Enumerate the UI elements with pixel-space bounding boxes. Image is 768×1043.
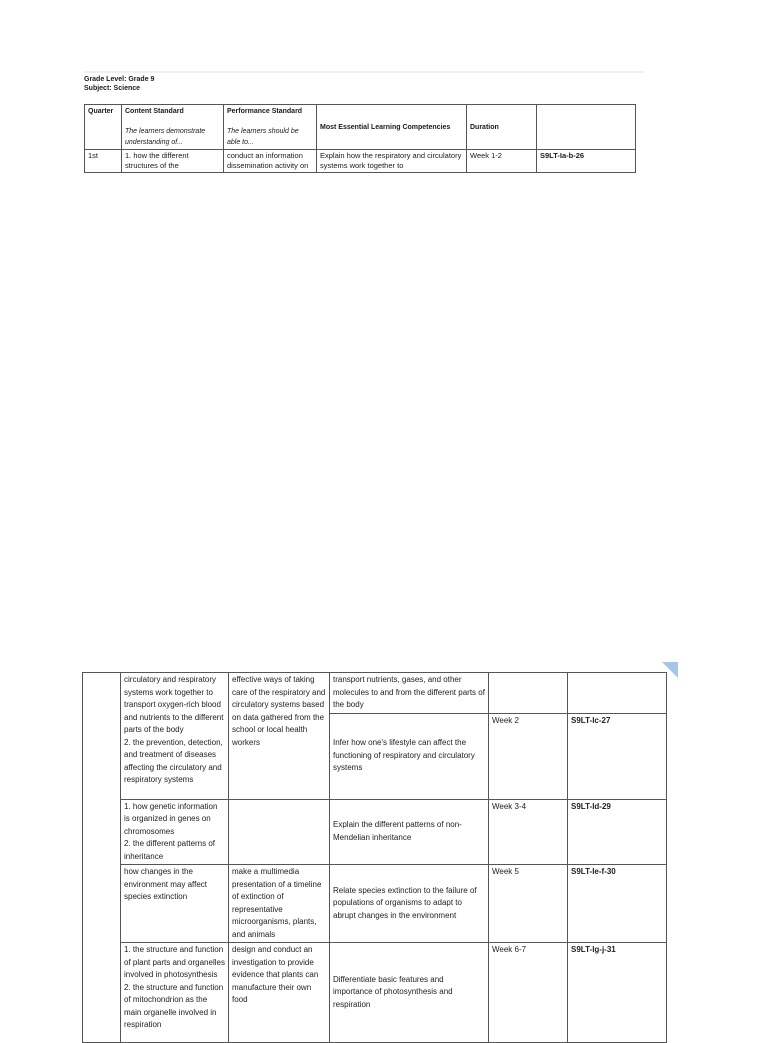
curriculum-table-continued: [82, 672, 667, 1043]
cell-duration: Week 5: [489, 865, 568, 943]
table-row: [83, 865, 667, 943]
curriculum-table-top: [84, 104, 636, 173]
cell-duration: Week 2: [489, 713, 568, 799]
cell-performance: make a multimedia presentation of a timeline of extinction of representative microorganisms, plants, and animals: [229, 865, 330, 943]
cell-code: S9LT-Ig-j-31: [568, 943, 667, 1043]
cell-performance: [229, 799, 330, 865]
cell-content: 1. how genetic information is organized in genes on chromosomes 2. the different patterns of inheritance: [121, 799, 229, 865]
col-duration: Duration: [467, 105, 537, 150]
table-row: [83, 799, 667, 865]
cell-melc: Relate species extinction to the failure of populations of organisms to adapt to abrupt changes in the environment: [330, 865, 489, 943]
document-header: [84, 75, 154, 93]
cell-duration: Week 1-2: [467, 150, 537, 173]
col-quarter: Quarter: [85, 105, 122, 150]
col-melc: Most Essential Learning Competencies: [317, 105, 467, 150]
cell-content: circulatory and respiratory systems work together to transport oxygen-rich blood and nutrients to the different parts of the body 2. the prevention, detection, and treatment of diseases affecting the circulatory and respiratory systems: [121, 673, 229, 800]
cell-code: S9LT-Ia-b-26: [537, 150, 636, 173]
col-code: [537, 105, 636, 150]
cell-content: how changes in the environment may affect species extinction: [121, 865, 229, 943]
cell-melc: Explain the different patterns of non-Mendelian inheritance: [330, 799, 489, 865]
cell-melc: transport nutrients, gases, and other molecules to and from the different parts of the body: [330, 673, 489, 714]
page-corner-icon: [662, 662, 678, 678]
table-header-row: [85, 105, 636, 150]
cell-code: S9LT-Ic-27: [568, 713, 667, 799]
performance-standard-label: Performance Standard: [227, 108, 303, 115]
col-content-standard: [122, 105, 224, 150]
table-row: [83, 943, 667, 1043]
content-standard-sub: The learners demonstrate understanding of...: [125, 128, 206, 146]
cell-duration: [489, 673, 568, 714]
cell-duration: Week 3-4: [489, 799, 568, 865]
cell-melc: Infer how one's lifestyle can affect the functioning of respiratory and circulatory systems: [330, 713, 489, 799]
cell-code: S9LT-Id-29: [568, 799, 667, 865]
cell-content: 1. the structure and function of plant parts and organelles involved in photosynthesis 2. the structure and function of mitochondrion as the main organelle involved in respiration: [121, 943, 229, 1043]
cell-code: S9LT-Ie-f-30: [568, 865, 667, 943]
cell-performance: effective ways of taking care of the respiratory and circulatory systems based on data gathered from the school or local health workers: [229, 673, 330, 800]
table-row: [83, 673, 667, 714]
cell-quarter-empty: [83, 673, 121, 1043]
cell-duration: Week 6-7: [489, 943, 568, 1043]
subject: Subject: Science: [84, 85, 141, 92]
cell-melc: Differentiate basic features and importance of photosynthesis and respiration: [330, 943, 489, 1043]
content-standard-label: Content Standard: [125, 108, 184, 115]
cell-code: [568, 673, 667, 714]
table-row: [85, 150, 636, 173]
cell-performance: conduct an information dissemination activity on: [224, 150, 317, 173]
grade-level: Grade Level: Grade 9: [84, 76, 155, 83]
col-performance-standard: [224, 105, 317, 150]
performance-standard-sub: The learners should be able to...: [227, 128, 299, 146]
page-divider: [84, 71, 644, 73]
cell-performance: design and conduct an investigation to provide evidence that plants can manufacture their own food: [229, 943, 330, 1043]
cell-content: 1. how the different structures of the: [122, 150, 224, 173]
cell-quarter: 1st: [85, 150, 122, 173]
cell-melc: Explain how the respiratory and circulatory systems work together to: [317, 150, 467, 173]
